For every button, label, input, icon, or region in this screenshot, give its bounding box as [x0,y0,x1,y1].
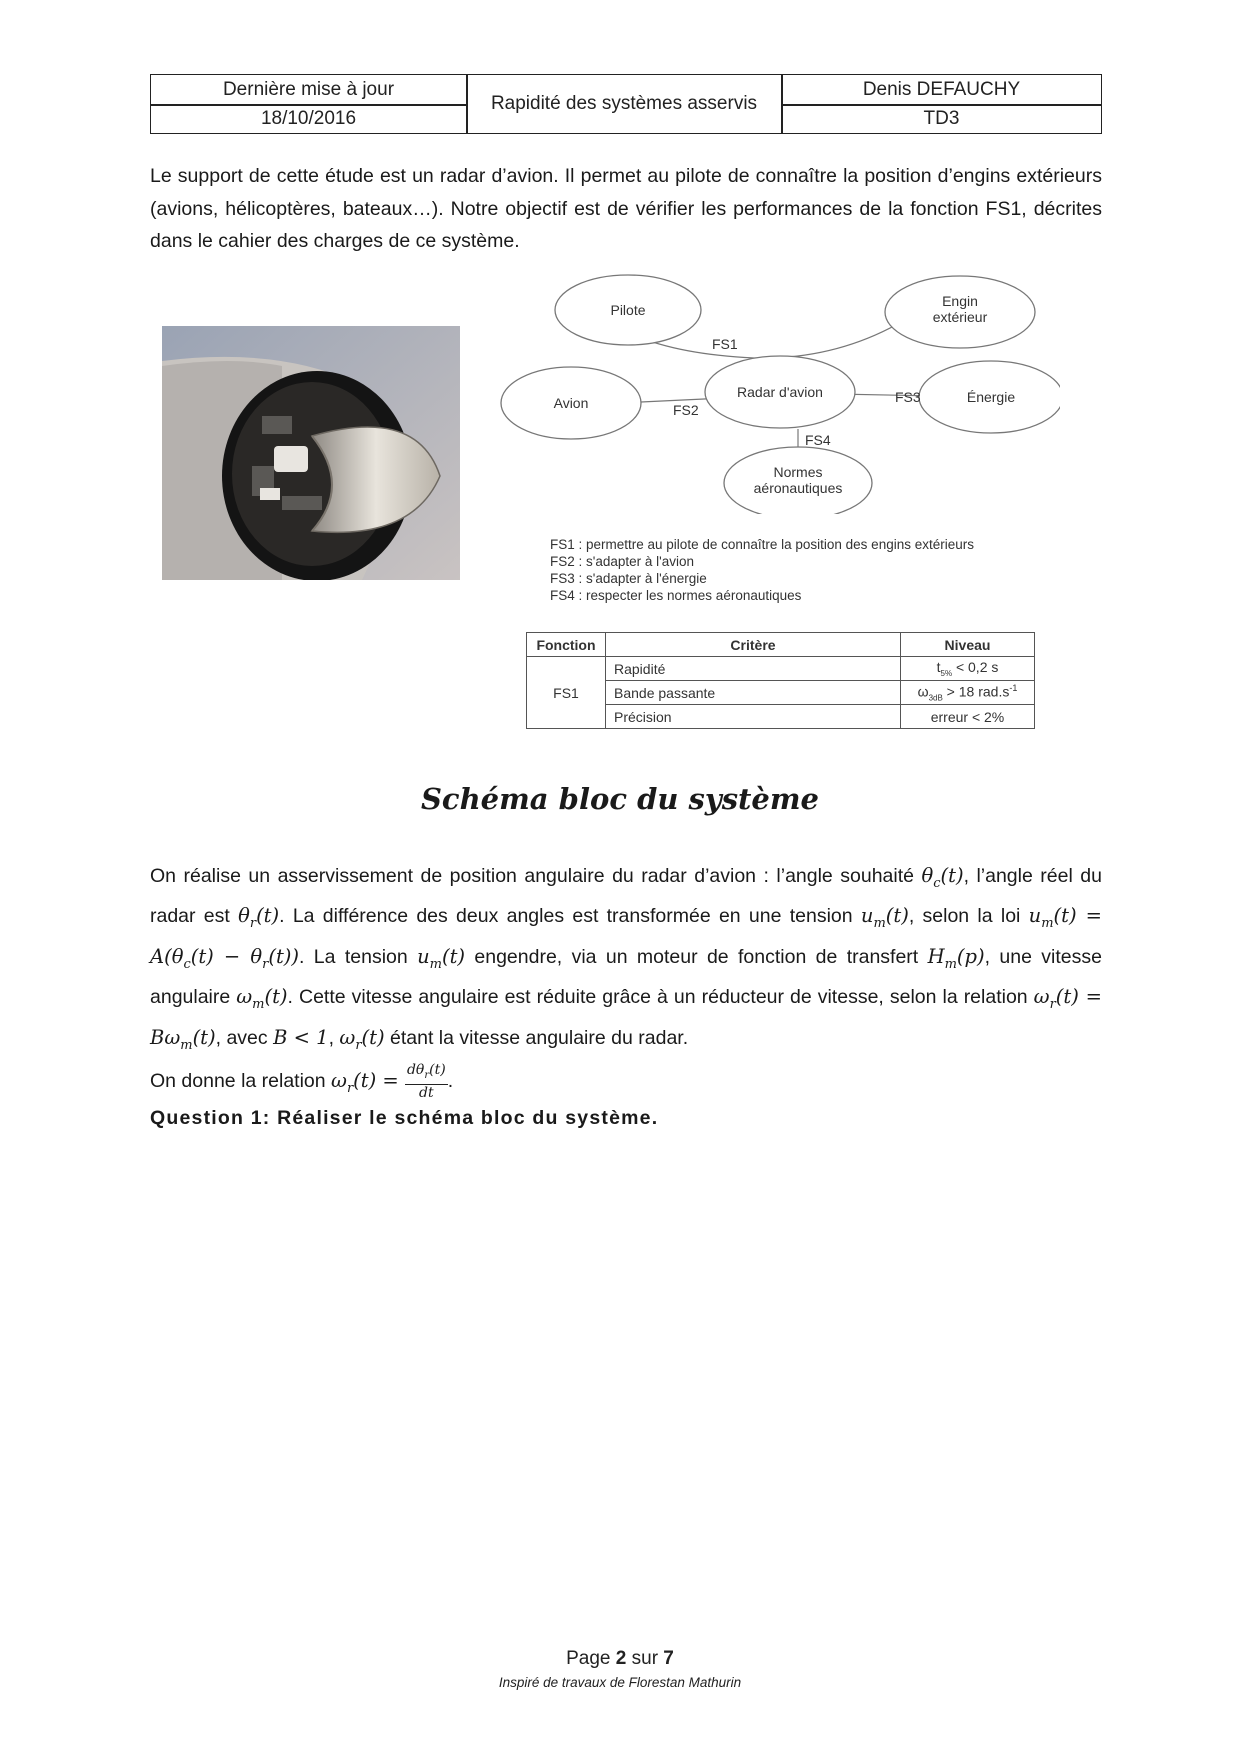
page-number: Page 2 sur 7 [566,1648,674,1669]
header-date: 18/10/2016 [260,108,357,129]
table-cell-critere: Rapidité [606,657,901,681]
radar-photo [162,326,460,580]
function-diagram [500,274,1060,514]
fs2-label: FS2 [673,402,699,418]
header-table [150,74,1102,134]
node-pilote-label: Pilote [610,302,646,318]
table-header-row [527,633,1035,657]
table-cell-niveau: erreur < 2% [901,705,1035,729]
criteria-table [526,632,1035,729]
table-header-critere: Critère [606,633,901,657]
header-author: Denis DEFAUCHY [862,78,1021,100]
intro-paragraph: Le support de cette étude est un radar d’avion. Il permet au pilote de connaître la position d’engins extérieurs (avions, hélicoptères, bateaux…). Notre objectif est de vérifier les performances de la fonction FS1, décrites dans le cahier des charges de ce système. [150,165,1102,252]
node-radar-label: Radar d'avion [737,384,823,400]
table-cell-function: FS1 [527,657,606,729]
question-1: Question 1: Réaliser le schéma bloc du système. [150,1107,659,1129]
fs4-label: FS4 [805,432,831,448]
footer-credit: Inspiré de travaux de Florestan Mathurin [498,1675,742,1690]
node-normes-label-2: aéronautiques [753,480,843,496]
table-header-fonction: Fonction [527,633,606,657]
function-item: FS4 : respecter les normes aéronautiques [550,588,802,603]
table-header-niveau: Niveau [901,633,1035,657]
node-engin-label-2: extérieur [932,309,988,325]
math-theta-c: $\theta_c(t)$ [921,864,964,891]
node-normes-label-1: Normes [773,464,823,480]
math-fraction: $\frac{d\theta_r(t)}{dt}$ [406,1061,446,1101]
function-item: FS2 : s'adapter à l'avion [550,554,694,569]
math-omega-m: $\omega_m(t)$ [236,985,288,1013]
function-item: FS3 : s'adapter à l'énergie [550,571,707,586]
math-derivative: $\omega_r(t)$ = [331,1069,405,1096]
header-update-label: Dernière mise à jour [222,78,395,100]
math-theta-r: $\theta_r(t)$ [238,904,280,932]
node-engin-label-1: Engin [942,293,978,309]
math-hm: $H_m(p)$ [927,944,985,972]
function-item: FS1 : permettre au pilote de connaître la position des engins extérieurs [550,537,974,552]
header-course-title: Rapidité des systèmes asservis [490,93,758,114]
node-avion-label: Avion [553,395,589,411]
section-title: Schéma bloc du système [420,782,820,816]
fs3-label: FS3 [895,389,921,405]
math-um-2: $u_m(t)$ [417,944,466,972]
header-td: TD3 [923,108,960,129]
table-cell-critere: Précision [606,705,901,729]
math-law: $u_m(t) = A(\theta_c(t) - \theta_r(t))$ [150,904,1102,972]
math-b-less-1: B < 1 [273,1025,329,1049]
math-omega-r: $\omega_r(t)$ [339,1025,385,1053]
node-energie-label: Énergie [966,389,1016,405]
math-um: $u_m(t)$ [860,904,909,932]
fs1-label: FS1 [712,336,738,352]
table-cell-critere: Bande passante [606,681,901,705]
function-list [550,536,974,604]
table-row [527,657,1035,681]
body-paragraph: On réalise un asservissement de position angulaire du radar d’avion : l’angle souhaité $\theta_c(t)$, l’angle réel du radar est $\theta_r(t)$. La différence des deux angles est transformée en une tension $u_m(t)$, selon la loi $u_m(t) = A(\theta_c(t) - \theta_r(t))$. La tension $u_m(t)$ engendre, via un moteur de fonction de transfert $H_m(p)$, une vitesse angulaire $\omega_m(t)$. Cette vitesse angulaire est réduite grâce à un réducteur de vitesse, selon la relation $\omega_r(t) = B\omega_m(t)$, avec B < 1, $\omega_r(t)$ étant la vitesse angulaire du radar. On donne la relation $\omega_r(t)$ = $\frac{d\theta_r(t)}{dt}$ . [150,864,1102,1101]
table-cell-niveau: $t_{5\%} < 0,2$ s [901,657,1035,681]
math-reduction: $\omega_r(t) = B\omega_m(t)$ [150,985,1102,1053]
table-cell-niveau: $\omega_{3dB} > 18$ $rad.s^{-1}$ [901,681,1035,705]
